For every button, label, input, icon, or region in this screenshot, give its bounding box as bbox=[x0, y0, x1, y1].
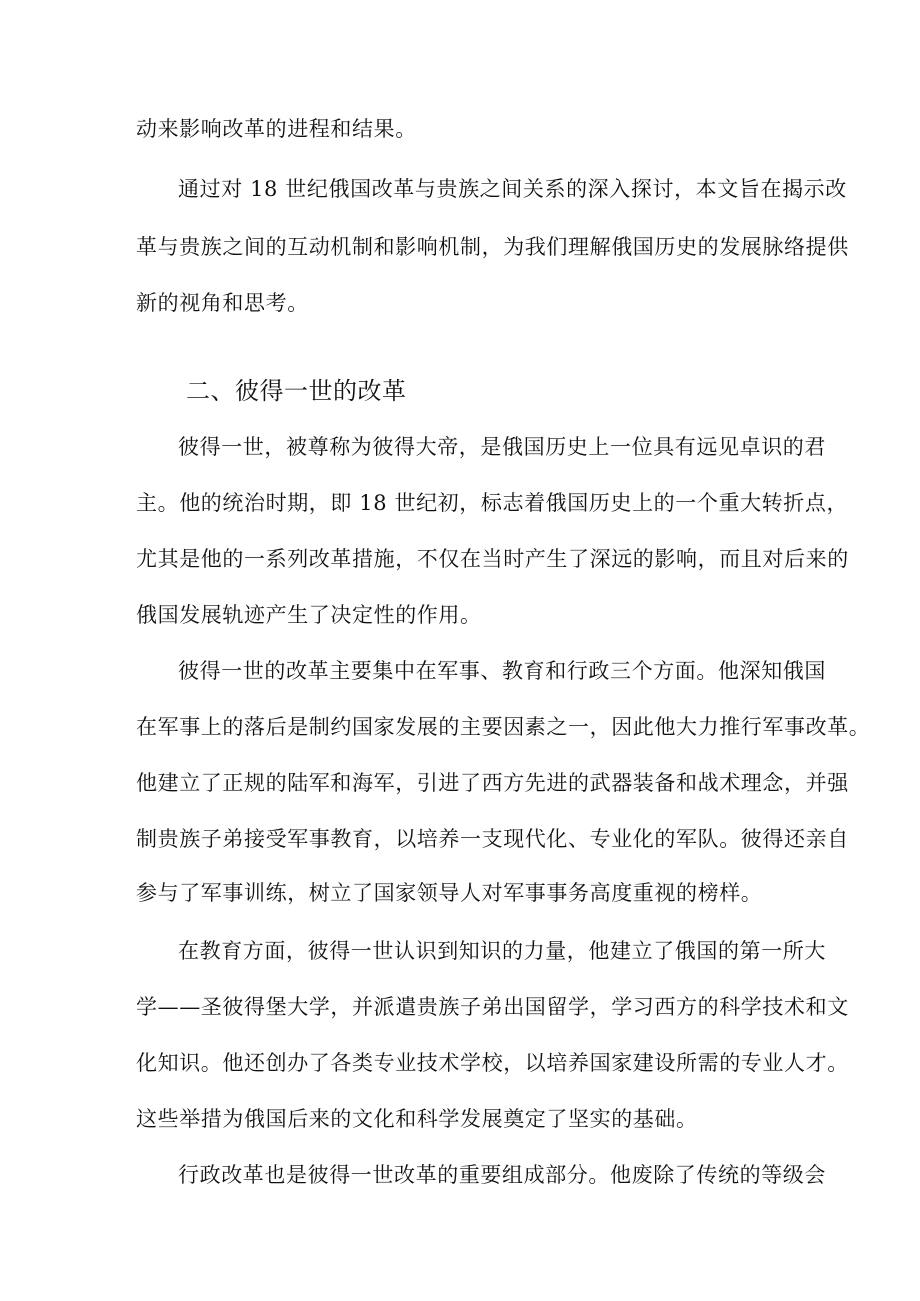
paragraph-line: 学——圣彼得堡大学，并派遣贵族子弟出国留学，学习西方的科学技术和文 bbox=[136, 995, 849, 1019]
paragraph-line: 行政改革也是彼得一世改革的重要组成部分。他废除了传统的等级会 bbox=[178, 1163, 826, 1187]
paragraph-line: 俄国发展轨迹产生了决定性的作用。 bbox=[136, 603, 482, 627]
paragraph-line: 在军事上的落后是制约国家发展的主要因素之一，因此他大力推行军事改革。 bbox=[136, 715, 871, 739]
paragraph-line: 在教育方面，彼得一世认识到知识的力量，他建立了俄国的第一所大 bbox=[178, 939, 826, 963]
section-heading: 二、彼得一世的改革 bbox=[186, 377, 407, 405]
paragraph-line: 革与贵族之间的互动机制和影响机制，为我们理解俄国历史的发展脉络提供 bbox=[136, 235, 849, 259]
paragraph-line: 这些举措为俄国后来的文化和科学发展奠定了坚实的基础。 bbox=[136, 1107, 698, 1131]
paragraph-line: 制贵族子弟接受军事教育，以培养一支现代化、专业化的军队。彼得还亲自 bbox=[136, 827, 849, 851]
paragraph-line: 彼得一世的改革主要集中在军事、教育和行政三个方面。他深知俄国 bbox=[178, 659, 826, 683]
paragraph-line: 新的视角和思考。 bbox=[136, 291, 309, 315]
paragraph-line: 尤其是他的一系列改革措施，不仅在当时产生了深远的影响，而且对后来的 bbox=[136, 547, 849, 571]
paragraph-line: 动来影响改革的进程和结果。 bbox=[136, 117, 417, 141]
paragraph-line: 主。他的统治时期，即 18 世纪初，标志着俄国历史上的一个重大转折点， bbox=[136, 491, 849, 515]
paragraph-line: 参与了军事训练，树立了国家领导人对军事事务高度重视的榜样。 bbox=[136, 881, 763, 905]
paragraph-line: 他建立了正规的陆军和海军，引进了西方先进的武器装备和战术理念，并强 bbox=[136, 771, 849, 795]
paragraph-line: 通过对 18 世纪俄国改革与贵族之间关系的深入探讨，本文旨在揭示改 bbox=[178, 177, 847, 201]
paragraph-line: 彼得一世，被尊称为彼得大帝，是俄国历史上一位具有远见卓识的君 bbox=[178, 435, 826, 459]
paragraph-line: 化知识。他还创办了各类专业技术学校，以培养国家建设所需的专业人才。 bbox=[136, 1051, 849, 1075]
